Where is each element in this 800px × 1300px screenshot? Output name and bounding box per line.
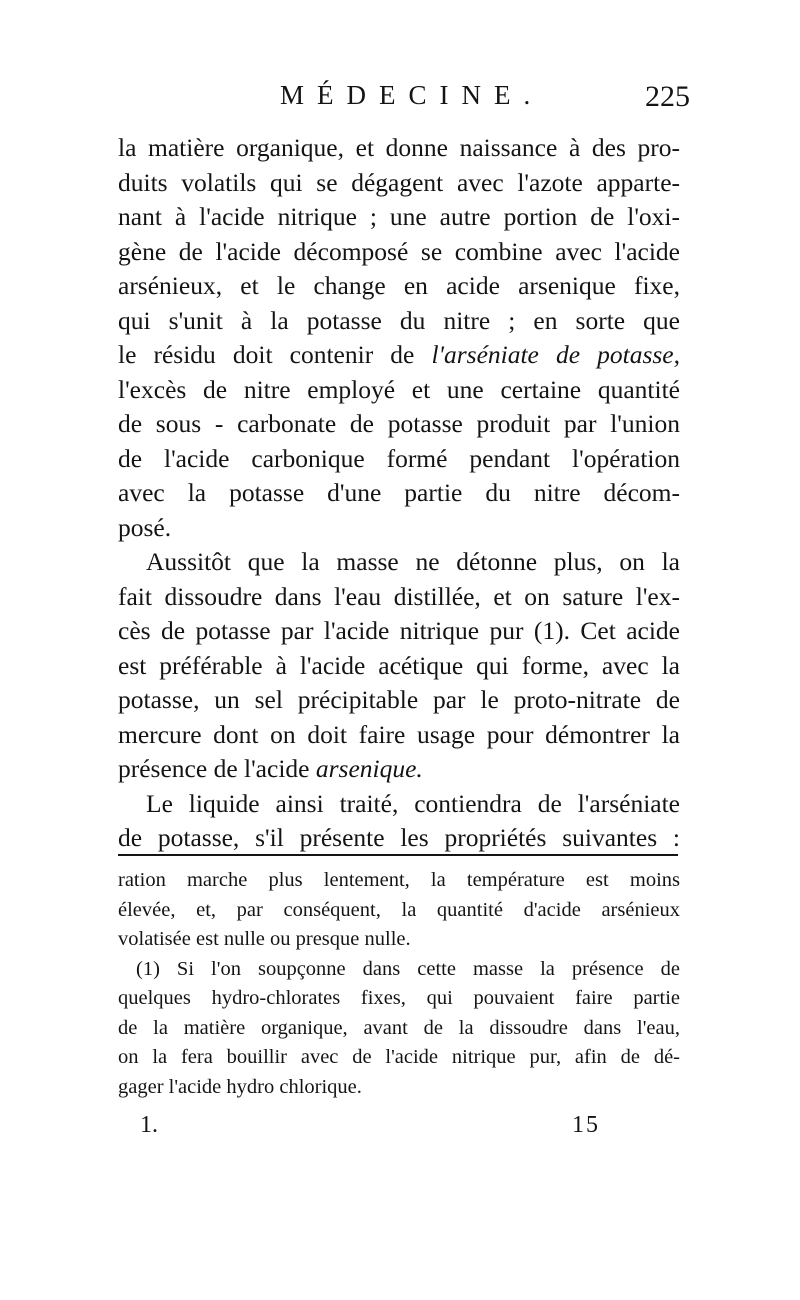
running-title: MÉDECINE. (280, 80, 544, 110)
footnote-line: volatisée est nulle ou presque nulle. (118, 928, 411, 950)
footnote-line: gager l'acide hydro chlorique. (118, 1075, 362, 1098)
text-line: l'excès de nitre employé et une certaine quantité (118, 374, 680, 404)
footnote-line: ration marche plus lentement, la température est moins (118, 869, 680, 891)
text-line (118, 752, 680, 787)
text-line: est préférable à l'acide acétique qui forme, avec la (118, 650, 680, 680)
page-number: 225 (645, 80, 690, 113)
main-text (118, 131, 680, 856)
text-line: duits volatils qui se dégagent avec l'azote apparte- (118, 167, 680, 197)
text-line: Le liquide ainsi traité, contiendra de l'arséniate (146, 788, 680, 818)
text-line: qui s'unit à la potasse du nitre ; en sorte que (118, 305, 680, 335)
text-line: mercure dont on doit faire usage pour démontrer la (118, 719, 680, 749)
signature-mark: 1. (140, 1112, 158, 1138)
text-segment: le résidu doit contenir de (118, 340, 432, 369)
text-line: de potasse, s'il présente les propriétés suivantes : (118, 823, 680, 852)
text-line: de l'acide carbonique formé pendant l'opération (118, 443, 680, 473)
page-footer (140, 1112, 600, 1146)
gathering-number: 15 (572, 1112, 600, 1138)
footnote-line: on la fera bouillir avec de l'acide nitrique pur, afin de dé- (118, 1046, 680, 1068)
text-line: la matière organique, et donne naissance à des pro- (118, 133, 680, 162)
text-line: avec la potasse d'une partie du nitre décom- (118, 478, 680, 507)
running-header (120, 80, 690, 130)
text-segment: présence de l'acide (118, 754, 316, 783)
footnote-line: élevée, et, par conséquent, la quantité d'acide arsénieux (118, 898, 680, 921)
text-line: cès de potasse par l'acide nitrique pur (1). Cet acide (118, 616, 680, 645)
footnotes (118, 866, 680, 1102)
text-line (118, 338, 680, 373)
text-line: potasse, un sel précipitable par le proto-nitrate de (118, 685, 680, 714)
text-line: fait dissoudre dans l'eau distillée, et on sature l'ex- (118, 581, 680, 611)
footnote-line: de la matière organique, avant de la dissoudre dans l'eau, (118, 1016, 680, 1039)
text-line: arsénieux, et le change en acide arsenique fixe, (118, 271, 680, 300)
footnote-line: quelques hydro-chlorates fixes, qui pouvaient faire partie (118, 987, 680, 1009)
text-line: nant à l'acide nitrique ; une autre portion de l'oxi- (118, 202, 680, 231)
italic-term: arsenique. (315, 754, 423, 783)
text-line: de sous - carbonate de potasse produit par l'union (118, 409, 680, 438)
footnote-rule (118, 854, 678, 856)
footnote-line: (1) Si l'on soupçonne dans cette masse la présence de (136, 957, 680, 980)
text-line: Aussitôt que la masse ne détonne plus, on la (146, 547, 680, 576)
italic-term: l'arséniate de potasse, (431, 340, 680, 369)
text-line: gène de l'acide décomposé se combine avec l'acide (118, 236, 680, 266)
text-line: posé. (118, 512, 172, 542)
